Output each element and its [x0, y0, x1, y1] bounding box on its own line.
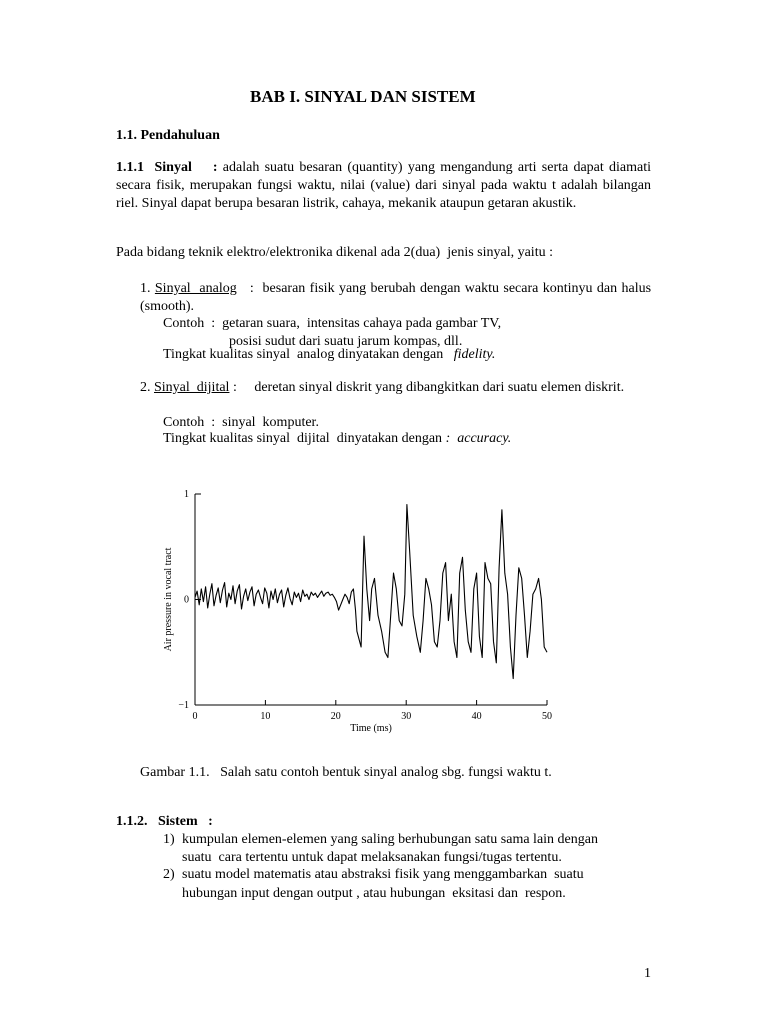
digital-description: deretan sinyal diskrit yang dibangkitkan dari suatu elemen diskrit.	[254, 380, 625, 395]
analog-quality-text: Tingkat kualitas sinyal analog dinyatakan dengan	[163, 347, 444, 362]
list-number: 1.	[140, 281, 151, 296]
sinyal-definition-text: adalah suatu besaran (quantity) yang mengandung arti serta dapat diamati secara fisik, merupakan fungsi waktu, nilai (value) dari sinyal pada waktu t adalah bilangan riel. Sinyal dapat berupa besaran listrik, cahaya, mekanik ataupun getaran akustik.	[116, 160, 652, 211]
section-heading-pendahuluan: 1.1. Pendahuluan	[116, 128, 220, 143]
term-sinyal-dijital: Sinyal dijital	[154, 380, 230, 395]
sistem-item-2-line-2: hubungan input dengan output , atau hubungan eksitasi dan respon.	[182, 886, 566, 901]
sistem-item-2-line-1: suatu model matematis atau abstraksi fisik yang menggambarkan suatu	[182, 867, 584, 882]
y-axis-label: Air pressure in vocal tract	[163, 547, 174, 652]
x-tick-label: 0	[192, 711, 198, 722]
y-tick-label: 0	[184, 594, 189, 606]
subsection-heading-sinyal: 1.1.1 Sinyal :	[116, 160, 218, 175]
sistem-item-2-number: 2)	[163, 867, 175, 882]
sistem-item-1-line-2: suatu cara tertentu untuk dapat melaksanakan fungsi/tugas tertentu.	[182, 850, 562, 865]
term-sinyal-analog: Sinyal analog	[154, 281, 237, 296]
page-title: BAB I. SINYAL DAN SISTEM	[250, 87, 476, 106]
digital-quality-text: Tingkat kualitas sinyal dijital dinyatakan dengan	[163, 431, 443, 446]
x-tick-label: 20	[330, 711, 341, 722]
list-item-sinyal-dijital	[140, 379, 651, 397]
analog-quality-term: fidelity.	[453, 347, 496, 362]
sistem-item-1-line-1: kumpulan elemen-elemen yang saling berhubungan satu sama lain dengan	[182, 832, 598, 847]
term-colon: :	[232, 380, 237, 395]
x-tick-label: 10	[260, 711, 271, 722]
signal-line	[195, 505, 547, 679]
digital-quality-term: : accuracy.	[445, 431, 512, 446]
term-colon: :	[249, 281, 254, 296]
sistem-item-1-number: 1)	[163, 832, 175, 847]
figure-caption: Gambar 1.1. Salah satu contoh bentuk sinyal analog sbg. fungsi waktu t.	[140, 765, 552, 780]
subsection-heading-sistem: 1.1.2. Sistem :	[116, 814, 213, 829]
digital-quality-line	[163, 430, 511, 448]
y-tick-label: 1	[184, 489, 189, 500]
y-tick-label: −1	[178, 700, 189, 711]
x-tick-label: 30	[401, 711, 412, 722]
analog-example-line-1: Contoh : getaran suara, intensitas cahaya pada gambar TV,	[163, 316, 502, 331]
analog-description: besaran fisik yang berubah dengan waktu secara kontinyu dan halus (smooth).	[140, 281, 652, 314]
paragraph-sinyal-definition	[116, 159, 651, 213]
paragraph-jenis-sinyal: Pada bidang teknik elektro/elektronika dikenal ada 2(dua) jenis sinyal, yaitu :	[116, 245, 553, 260]
analog-quality-line	[163, 346, 495, 364]
analog-example-line-2: posisi sudut dari suatu jarum kompas, dll.	[229, 334, 463, 349]
x-axis-label: Time (ms)	[350, 723, 392, 734]
list-item-sinyal-analog	[140, 280, 651, 316]
page-number: 1	[644, 966, 651, 981]
x-tick-label: 50	[542, 711, 552, 722]
x-tick-label: 40	[471, 711, 482, 722]
digital-example-line: Contoh : sinyal komputer.	[163, 415, 319, 430]
analog-signal-chart	[140, 477, 565, 739]
list-number: 2.	[140, 380, 151, 395]
